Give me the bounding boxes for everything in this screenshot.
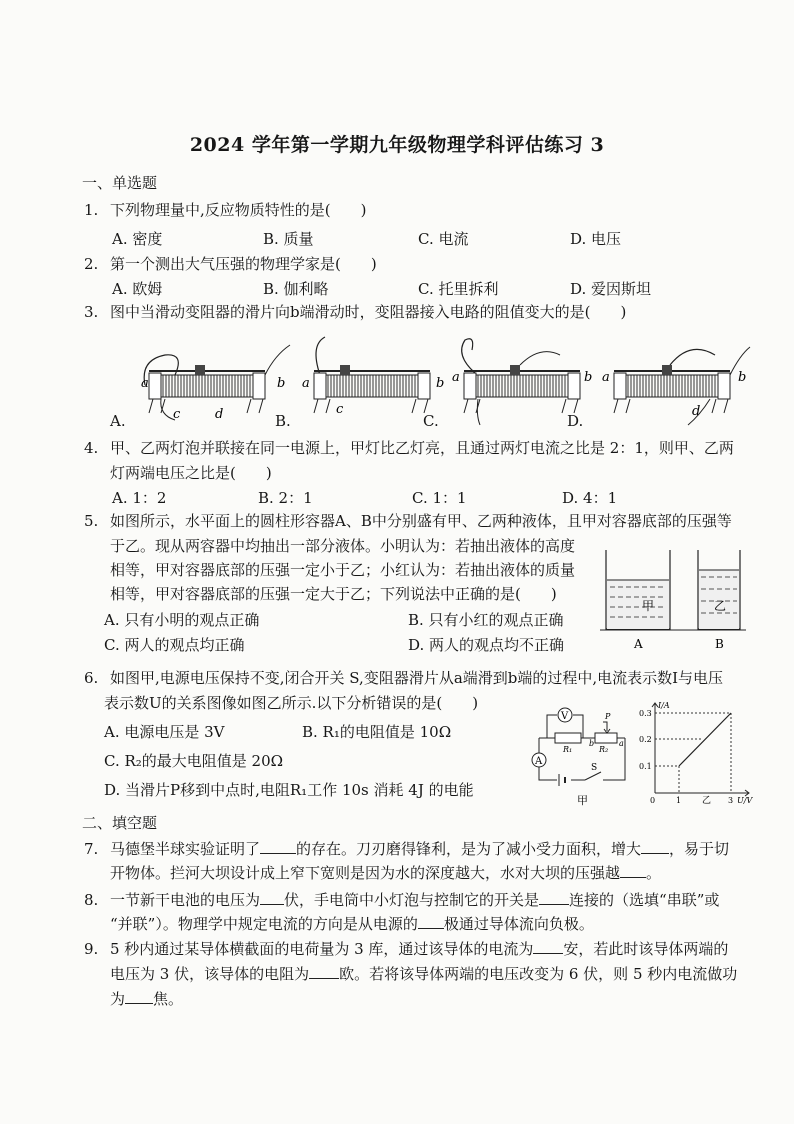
question-9-line-2: 电压为 3 伏，该导体的电阻为 欧。若将该导体两端的电压改变为 6 伏，则 5 秒内电流做功 [110,965,738,983]
option-d[interactable]: D. 4：1 [562,489,618,507]
option-d[interactable]: D. 两人的观点均不正确 [408,636,565,654]
question-text: 图中当滑动变阻器的滑片向b端滑动时，变阻器接入电路的阻值变大的是( ) [110,303,627,321]
container-b-label: B [715,637,724,651]
answer-blank[interactable] [620,863,646,878]
question-text-line-1: 如图甲,电源电压保持不变,闭合开关 S,变阻器滑片从a端滑到b端的过程中,电流表示数I与电压 [110,669,724,687]
svg-text:b: b [738,370,747,385]
question-6 [84,665,723,691]
option-d[interactable]: D. 当滑片P移到中点时,电阻R₁工作 10s 消耗 4J 的电能 [104,781,474,799]
ammeter-label: A [535,756,543,767]
question-number: 8. [84,891,99,909]
question-1 [84,197,366,223]
option-b[interactable]: B. [275,412,291,430]
option-a[interactable]: A. 电源电压是 3V [104,723,225,741]
question-3 [84,299,626,325]
question-text: 下列物理量中,反应物质特性的是( ) [110,201,367,219]
option-a[interactable]: A. 1：2 [112,489,167,507]
r1-label: R₁ [563,745,573,754]
answer-blank[interactable] [641,839,669,854]
question-number: 4. [84,439,99,457]
question-number: 5. [84,512,99,530]
containers-figure [598,545,748,655]
option-a[interactable]: A. 欧姆 [112,280,163,298]
svg-text:b: b [436,376,445,391]
voltmeter-label: V [561,711,569,722]
svg-text:a: a [602,370,610,385]
question-text-line-1: 如图所示，水平面上的圆柱形容器A、B中分别盛有甲、乙两种液体，且甲对容器底部的压强等 [110,512,732,530]
y-axis-label: I/A [658,701,670,710]
circuit-caption: 甲 [577,794,588,807]
option-b[interactable]: B. R₁的电阻值是 10Ω [302,723,452,741]
answer-blank[interactable] [260,839,296,854]
section-heading-single-choice: 一、单选题 [82,174,158,192]
option-d[interactable]: D. [567,412,584,430]
question-number: 2. [84,255,99,273]
question-2 [84,251,377,277]
section-heading-fill-blank: 二、填空题 [82,814,158,832]
circuit-diagram [525,700,640,810]
rheostat-a [141,345,290,422]
question-7-line-2: 开物体。拦河大坝设计成上窄下宽则是因为水的深度越大，水对大坝的压强越 。 [110,864,662,882]
x-axis-label: U/V [737,796,753,805]
terminal-a-label: a [619,739,624,748]
option-c[interactable]: C. 托里拆利 [418,280,499,298]
question-text-line-2: 灯两端电压之比是( ) [110,464,272,482]
graph-caption: 乙 [702,796,712,806]
question-number: 6. [84,669,99,687]
terminal-b-label: b [277,376,286,391]
question-9: 9. 5 秒内通过某导体横截面的电荷量为 3 库，通过该导体的电流为 安，若此时该导体两端的 [84,936,728,962]
question-8: 8. 一节新干电池的电压为 伏，手电筒中小灯泡与控制它的开关是 连接的（选填“串联”或 [84,887,719,913]
question-text-line-2: 于乙。现从两容器中均抽出一部分液体。小明认为：若抽出液体的高度 [110,537,576,555]
liquid-a-label: 甲 [642,599,655,613]
answer-blank[interactable] [533,939,563,954]
option-c[interactable]: C. [423,412,439,430]
question-number: 7. [84,840,99,858]
option-d[interactable]: D. 电压 [570,230,622,248]
option-a[interactable]: A. 密度 [112,230,163,248]
iu-graph [639,697,760,809]
question-8-line-2: “并联”）。物理学中规定电流的方向是从电源的 极通过导体流向负极。 [110,915,594,933]
question-7: 7. 马德堡半球实验证明了 的存在。刀刃磨得锋利，是为了减小受力面积，增大 ，易于切 [84,836,729,862]
option-c[interactable]: C. 两人的观点均正确 [104,636,245,654]
svg-text:c: c [336,402,344,417]
y-tick: 0.1 [639,762,652,771]
option-c[interactable]: C. 1：1 [412,489,467,507]
answer-blank[interactable] [418,914,444,929]
question-4 [84,435,734,461]
page-title: 2024 学年第一学期九年级物理学科评估练习 3 [189,134,605,156]
y-tick: 0.3 [639,709,652,718]
question-number: 3. [84,303,99,321]
y-tick: 0.2 [639,735,652,744]
rheostat-b [302,337,444,417]
terminal-a-label: a [141,376,149,391]
liquid-b-label: 乙 [714,599,727,613]
svg-text:d: d [692,404,701,419]
switch-label: S [591,763,598,773]
x-tick: 3 [728,796,734,805]
question-text-line-4: 相等，甲对容器底部的压强一定大于乙；下列说法中正确的是( ) [110,585,557,603]
x-tick: 0 [650,796,656,805]
option-b[interactable]: B. 质量 [263,230,314,248]
question-5 [84,508,732,534]
option-a[interactable]: A. [110,412,126,430]
question-text: 第一个测出大气压强的物理学家是( ) [110,255,377,273]
question-text-line-2: 表示数U的关系图像如图乙所示.以下分析错误的是( ) [104,694,479,712]
slider-label: P [605,712,611,721]
r2-label: R₂ [599,745,609,754]
answer-blank[interactable] [539,890,569,905]
option-c[interactable]: C. R₂的最大电阻值是 20Ω [104,752,284,770]
x-tick: 1 [676,796,682,805]
rheostat-d [602,347,750,425]
option-d[interactable]: D. 爱因斯坦 [570,280,652,298]
terminal-c-label: c [173,407,181,422]
option-b[interactable]: B. 只有小红的观点正确 [408,611,564,629]
answer-blank[interactable] [309,964,339,979]
terminal-d-label: d [215,407,224,422]
question-number: 9. [84,940,99,958]
option-a[interactable]: A. 只有小明的观点正确 [104,611,260,629]
container-a-label: A [634,637,643,651]
option-c[interactable]: C. 电流 [418,230,469,248]
answer-blank[interactable] [125,989,153,1004]
option-b[interactable]: B. 2：1 [258,489,313,507]
answer-blank[interactable] [260,890,284,905]
svg-text:a: a [302,376,310,391]
terminal-b-label: b [589,739,595,748]
question-text-line-3: 相等，甲对容器底部的压强一定小于乙；小红认为：若抽出液体的质量 [110,561,576,579]
svg-text:a: a [452,370,460,385]
question-text-line-1: 甲、乙两灯泡并联接在同一电源上，甲灯比乙灯亮，且通过两灯电流之比是 2：1，则甲、乙两 [110,439,734,457]
svg-text:b: b [584,370,593,385]
option-b[interactable]: B. 伽利略 [263,280,329,298]
question-9-line-3: 为 焦。 [110,990,184,1008]
question-number: 1. [84,201,99,219]
